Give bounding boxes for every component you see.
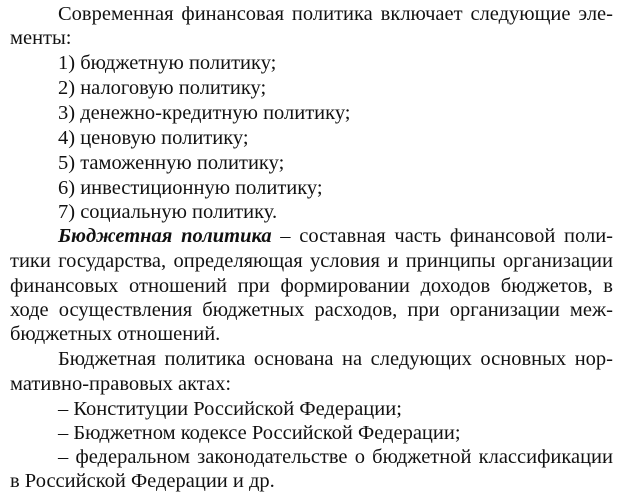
definition-line-1 (58, 224, 613, 249)
act-item-1: – Конституции Российской Федерации; (58, 398, 402, 420)
list-item-7: 7) социальную политику. (58, 201, 278, 223)
definition-line-1-rest: – составная часть финансовой поли- (271, 225, 613, 247)
list-item-5: 5) таможенную политику; (58, 152, 285, 174)
list-item-1: 1) бюджетную политику; (58, 52, 277, 74)
list-item-6: 6) инвестиционную политику; (58, 177, 323, 199)
paragraph-intro-line-2: менты: (10, 27, 72, 49)
definition-line-3: финансовых отношений при формировании доходов бюджетов, в (10, 275, 613, 297)
act-item-3: – федеральном законодательстве о бюджетной классификации (58, 446, 613, 468)
list-item-3: 3) денежно-кредитную политику; (58, 102, 351, 124)
definition-line-2: тики государства, определяющая условия и принципы организации (10, 250, 613, 272)
definition-line-4: ходе осуществления бюджетных расходов, при организации меж- (10, 299, 613, 321)
list-item-4: 4) ценовую политику; (58, 127, 249, 149)
act-item-3-continuation: в Российской Федерации и др. (10, 470, 275, 492)
paragraph-basis-line-1: Бюджетная политика основана на следующих основных нор- (58, 348, 613, 370)
paragraph-intro-line-1: Современная финансовая политика включает следующие эле- (58, 3, 613, 25)
act-item-2: – Бюджетном кодексе Российской Федерации; (58, 422, 461, 444)
paragraph-basis-line-2: мативно-правовых актах: (10, 373, 232, 395)
definition-line-5: бюджетных отношений. (10, 323, 221, 345)
list-item-2: 2) налоговую политику; (58, 77, 267, 99)
defined-term: Бюджетная политика (58, 225, 272, 247)
